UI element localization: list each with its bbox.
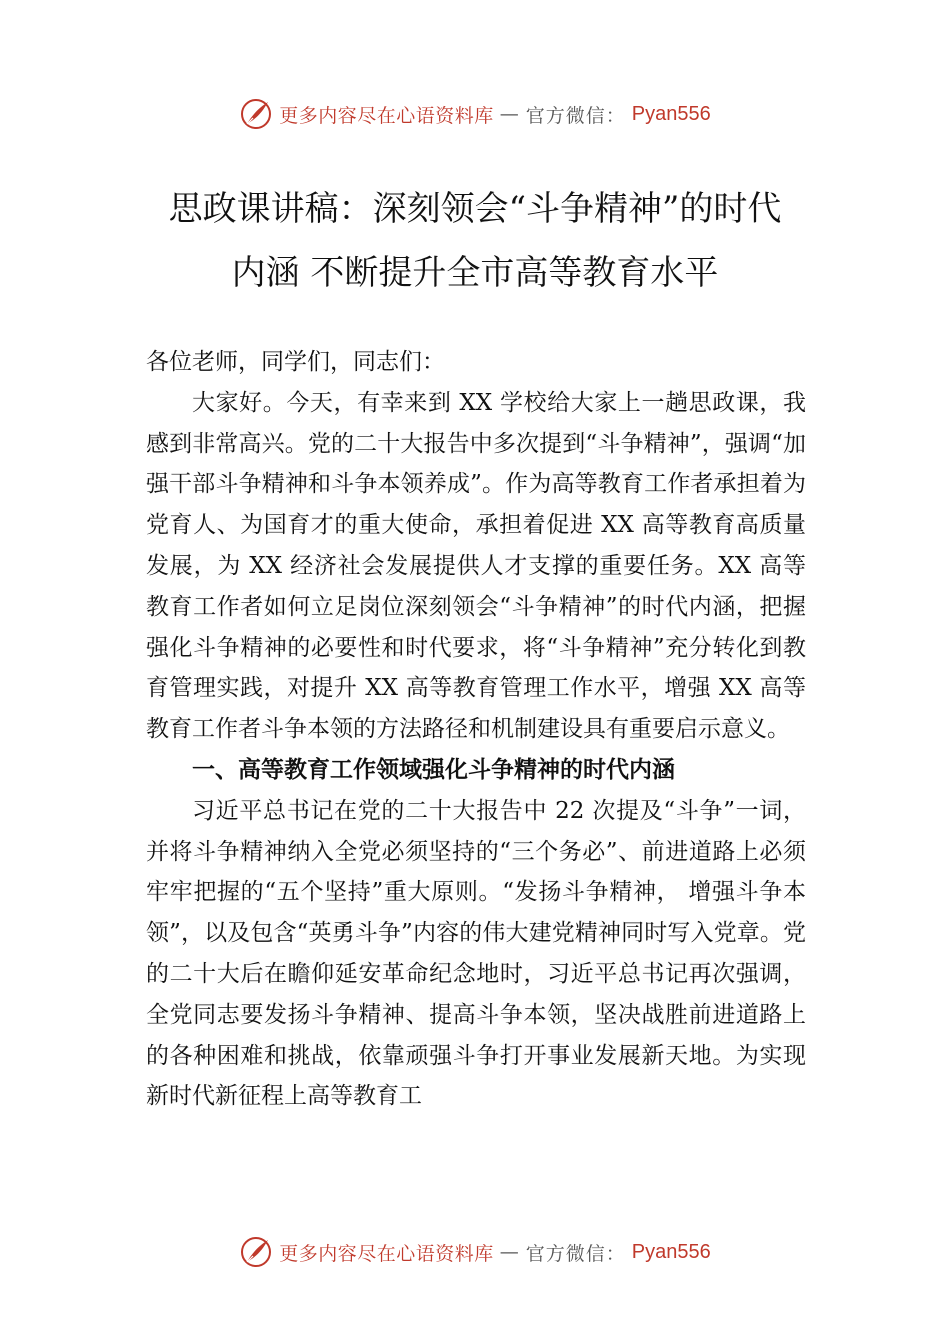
banner-dash: —	[499, 1241, 520, 1263]
site-name: 更多内容尽在心语资料库	[279, 104, 494, 127]
paragraph-intro: 大家好。今天，有幸来到 XX 学校给大家上一趟思政课，我感到非常高兴。党的二十大报告中多次提到“斗争精神”，强调“加强干部斗争精神和斗争本领养成”。作为高等教育工作者承担着为党育人、为国育才的重大使命，承担着促进 XX 高等教育高质量发展，为 XX 经济社会发展提供人才支撑的重要任务。XX 高等教育工作者如何立足岗位深刻领会“斗争精神”的时代内涵，把握强化斗争精神的必要性和时代要求，将“斗争精神”充分转化到教育管理实践，对提升 XX 高等教育管理工作水平，增强 XX 高等教育工作者斗争本领的方法路径和机制建设具有重要启示意义。	[146, 389, 806, 743]
quill-pen-icon	[239, 97, 273, 131]
paragraph-section-1: 习近平总书记在党的二十大报告中 22 次提及“斗争”一词，并将斗争精神纳入全党必须坚持的“三个务必”、前进道路上必须牢牢把握的“五个坚持”重大原则。“发扬斗争精神， 增强斗争本领”，以及包含“英勇斗争”内容的伟大建党精神同时写入党章。党的二十大后在瞻仰延安革命纪念地时，习近平总书记再次强调，全党同志要发扬斗争精神、提高斗争本领，坚决战胜前进道路上的各种困难和挑战，依靠顽强斗争打开事业发展新天地。为实现新时代新征程上高等教育工	[146, 797, 806, 1110]
wechat-label: 官方微信：	[525, 104, 626, 127]
document-body	[146, 342, 806, 1117]
wechat-account: Pyan556	[631, 1240, 711, 1263]
wechat-label: 官方微信：	[525, 1242, 626, 1265]
section-heading-1: 一、高等教育工作领域强化斗争精神的时代内涵	[192, 756, 675, 783]
footer-banner	[0, 1232, 950, 1272]
document-title-line-1: 思政课讲稿：深刻领会“斗争精神”的时代	[168, 189, 782, 229]
quill-pen-icon	[239, 1235, 273, 1269]
header-banner	[0, 94, 950, 134]
banner-dash: —	[499, 103, 520, 125]
site-name: 更多内容尽在心语资料库	[279, 1242, 494, 1265]
greeting: 各位老师，同学们，同志们：	[146, 349, 445, 375]
document-title-line-2: 内涵 不断提升全市高等教育水平	[231, 253, 719, 293]
wechat-account: Pyan556	[631, 102, 711, 125]
